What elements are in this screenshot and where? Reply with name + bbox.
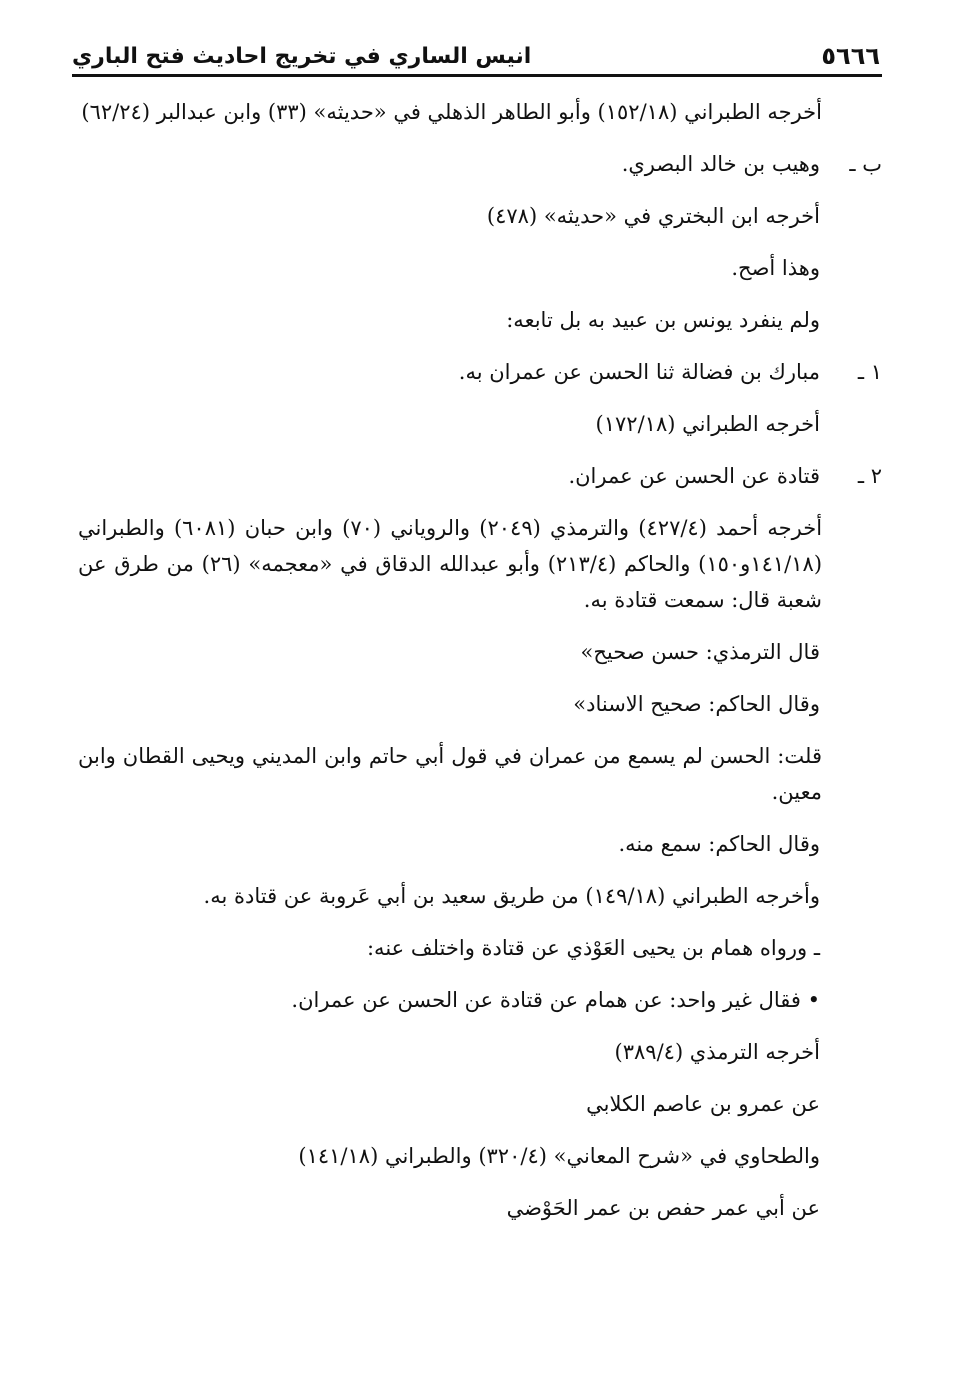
list-marker-b: ب ـ <box>849 152 882 176</box>
paragraph-hakim-sami: وقال الحاكم: سمع منه. <box>618 832 820 856</box>
paragraph-tirmidhi-389: أخرجه الترمذي (٣٨٩/٤) <box>614 1040 820 1064</box>
paragraph-asahh: وهذا أصح. <box>731 256 820 280</box>
page-header <box>72 38 880 74</box>
paragraph-tabarani-172: أخرجه الطبراني (١٧٢/١٨) <box>595 412 820 436</box>
list-item-b <box>78 146 882 182</box>
paragraph-hakim-ruling: وقال الحاكم: صحيح الاسناد» <box>573 692 820 716</box>
body-text <box>78 94 882 1226</box>
page-number: ٥٦٦٦ <box>821 42 880 70</box>
list-marker-2: ٢ ـ <box>857 464 882 488</box>
header-rule <box>72 74 882 77</box>
paragraph-bullet-ghayr-wahid: • فقال غير واحد: عن همام عن قتادة عن الحسن عن عمران. <box>291 988 820 1012</box>
list-marker-1: ١ ـ <box>857 360 882 384</box>
list-item-2 <box>78 458 882 494</box>
paragraph-hafs-hawdi: عن أبي عمر حفص بن عمر الحَوْضي <box>506 1196 820 1220</box>
list-text-b: وهيب بن خالد البصري. <box>621 152 820 176</box>
paragraph-hammam: ـ ورواه همام بن يحيى العَوْذي عن قتادة واختلف عنه: <box>366 936 820 960</box>
paragraph-qultu: قلت: الحسن لم يسمع من عمران في قول أبي حاتم وابن المديني ويحيى القطان وابن معين. <box>78 744 822 804</box>
paragraph-takhrij-tabarani: أخرجه الطبراني (١٥٢/١٨) وأبو الطاهر الذهلي في «حديثه» (٣٣) وابن عبدالبر (٦٢/٢٤) <box>81 100 822 124</box>
paragraph-tirmidhi-ruling: قال الترمذي: حسن صحيح» <box>580 640 820 664</box>
paragraph-tahawi: والطحاوي في «شرح المعاني» (٣٢٠/٤) والطبراني (١٤١/١٨) <box>298 1144 820 1168</box>
list-item-1 <box>78 354 882 390</box>
paragraph-amr-ibn-asim: عن عمرو بن عاصم الكلابي <box>586 1092 820 1116</box>
paragraph-ibn-bakhtari: أخرجه ابن البختري في «حديثه» (٤٧٨) <box>486 204 820 228</box>
list-text-2: قتادة عن الحسن عن عمران. <box>568 464 820 488</box>
list-text-1: مبارك بن فضالة ثنا الحسن عن عمران به. <box>458 360 820 384</box>
paragraph-tabarani-149: وأخرجه الطبراني (١٤٩/١٨) من طريق سعيد بن أبي عَروبة عن قتادة به. <box>203 884 820 908</box>
paragraph-mutaba: ولم ينفرد يونس بن عبيد به بل تابعه: <box>506 308 820 332</box>
paragraph-takhrij-ahmad: أخرجه أحمد (٤٢٧/٤) والترمذي (٢٠٤٩) والروياني (٧٠) وابن حبان (٦٠٨١) والطبراني (١٤١/١٨و١٥٠) والحاكم (٢١٣/٤) وأبو عبدالله الدقاق في «معجمه» (٢٦) من طرق عن شعبة قال: سمعت قتادة به. <box>78 516 823 612</box>
running-title: انيس الساري في تخريج احاديث فتح الباري <box>72 43 532 69</box>
